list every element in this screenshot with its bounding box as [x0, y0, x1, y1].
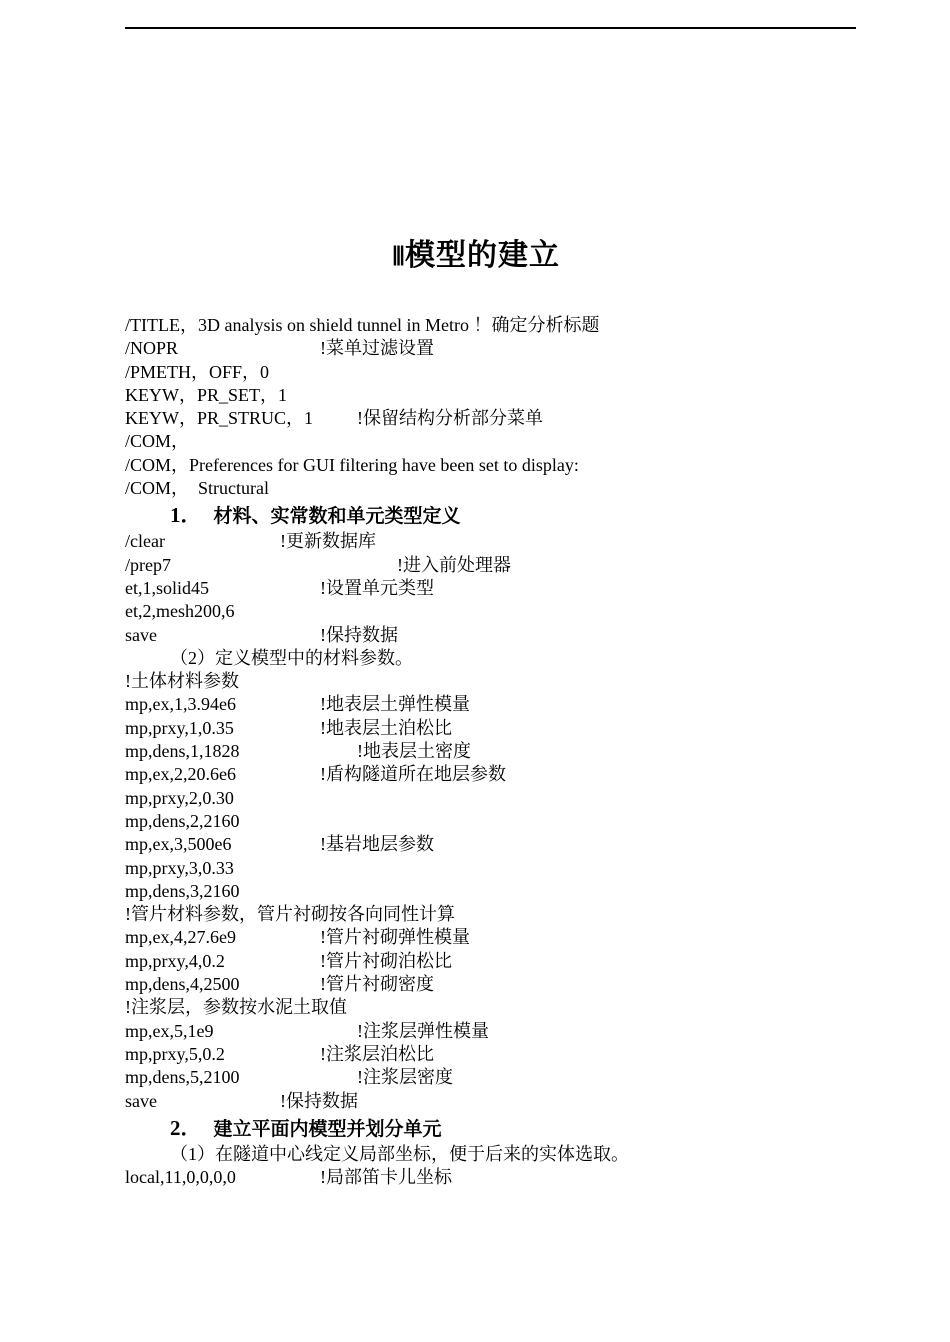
comment-text: !更新数据库: [280, 531, 376, 552]
code-line: [125, 740, 865, 763]
command-text: mp,prxy,4,0.2: [125, 950, 225, 971]
command-text: mp,dens,3,2160: [125, 880, 240, 901]
command-text: !管片材料参数，管片衬砌按各向同性计算: [125, 904, 455, 925]
comment-text: !局部笛卡儿坐标: [320, 1167, 452, 1188]
section-number: 2．: [170, 1115, 202, 1140]
subsection-material-params: （2）定义模型中的材料参数。: [170, 647, 413, 668]
comment-text: !管片衬砌泊松比: [320, 950, 452, 971]
command-text: mp,prxy,2,0.30: [125, 787, 234, 808]
code-line: [125, 554, 865, 577]
code-line: [125, 717, 865, 740]
code-line: [125, 787, 865, 810]
code-line: [125, 624, 865, 647]
comment-text: !注浆层弹性模量: [357, 1020, 489, 1041]
command-text: mp,dens,4,2500: [125, 974, 240, 995]
command-block-preferences: [125, 314, 865, 500]
command-text: mp,prxy,1,0.35: [125, 717, 234, 738]
command-text: mp,ex,5,1e9: [125, 1020, 214, 1041]
title-number: Ⅲ: [392, 242, 403, 271]
code-line: [125, 1090, 865, 1113]
code-line: [125, 670, 865, 693]
code-line: [125, 314, 865, 337]
code-line: [125, 973, 865, 996]
command-text: !土体材料参数: [125, 671, 239, 692]
page-title: [0, 230, 950, 274]
comment-text: !注浆层密度: [357, 1067, 453, 1088]
code-line: [125, 1166, 865, 1189]
header-rule: [125, 27, 856, 29]
command-text: /COM，: [125, 431, 190, 452]
command-text: save: [125, 1090, 157, 1111]
code-line: [125, 833, 865, 856]
command-text: mp,ex,4,27.6e9: [125, 927, 236, 948]
command-text: mp,dens,5,2100: [125, 1067, 240, 1088]
code-line: [125, 857, 865, 880]
code-line: [125, 1043, 865, 1066]
command-block-element-types: [125, 530, 865, 646]
section-heading-2: [125, 1114, 865, 1143]
command-text: mp,prxy,3,0.33: [125, 857, 234, 878]
code-line: [125, 693, 865, 716]
command-text: /PMETH，OFF，0: [125, 361, 270, 382]
command-text: mp,prxy,5,0.2: [125, 1043, 225, 1064]
command-text: /NOPR: [125, 338, 179, 359]
command-text: et,2,mesh200,6: [125, 601, 235, 622]
command-text: /COM， Structural: [125, 478, 269, 499]
code-line: [125, 361, 865, 384]
comment-text: !注浆层泊松比: [320, 1043, 434, 1064]
code-line: [125, 600, 865, 623]
command-text: mp,ex,1,3.94e6: [125, 694, 236, 715]
section-title: 材料、实常数和单元类型定义: [213, 505, 461, 528]
comment-text: !保持数据: [280, 1090, 358, 1111]
comment-text: !盾构隧道所在地层参数: [320, 764, 506, 785]
title-text: 模型的建立: [404, 238, 560, 273]
code-line: [125, 903, 865, 926]
comment-text: !保留结构分析部分菜单: [357, 408, 543, 429]
command-text: mp,ex,3,500e6: [125, 834, 232, 855]
command-text: local,11,0,0,0,0: [125, 1167, 236, 1188]
code-line: [125, 577, 865, 600]
section-heading-1: [125, 501, 865, 530]
code-line: [125, 996, 865, 1019]
command-text: /TITLE，3D analysis on shield tunnel in Metro ！确定分析标题: [125, 315, 600, 335]
code-line: [125, 384, 865, 407]
section-number: 1．: [170, 503, 202, 528]
code-line: [125, 810, 865, 833]
command-text: /prep7: [125, 554, 171, 575]
code-line: [125, 1020, 865, 1043]
command-text: save: [125, 624, 157, 645]
code-line: [125, 430, 865, 453]
command-block-local-coords: [125, 1166, 865, 1189]
code-line: [125, 880, 865, 903]
code-line: [125, 1066, 865, 1089]
subsection-local-coords: （1）在隧道中心线定义局部坐标，便于后来的实体选取。: [170, 1143, 629, 1164]
command-text: !注浆层，参数按水泥土取值: [125, 997, 347, 1018]
command-block-materials: [125, 670, 865, 1113]
command-text: et,1,solid45: [125, 577, 209, 598]
comment-text: !设置单元类型: [320, 577, 434, 598]
command-text: mp,ex,2,20.6e6: [125, 764, 236, 785]
comment-text: !地表层土密度: [357, 741, 471, 762]
comment-text: !地表层土弹性模量: [320, 694, 470, 715]
comment-text: !管片衬砌密度: [320, 974, 434, 995]
command-text: mp,dens,1,1828: [125, 741, 240, 762]
code-line: [125, 926, 865, 949]
comment-text: !保持数据: [320, 624, 398, 645]
comment-text: !基岩地层参数: [320, 834, 434, 855]
command-text: /clear: [125, 531, 165, 552]
comment-text: !地表层土泊松比: [320, 717, 452, 738]
command-text: KEYW，PR_SET，1: [125, 384, 287, 405]
code-line: [125, 454, 865, 477]
command-text: KEYW，PR_STRUC，1: [125, 408, 314, 429]
comment-text: !进入前处理器: [397, 554, 511, 575]
code-line: [125, 530, 865, 553]
command-text: mp,dens,2,2160: [125, 810, 240, 831]
document-body: [125, 314, 865, 1189]
command-text: /COM，Preferences for GUI filtering have been set to display:: [125, 454, 579, 475]
code-line: [125, 337, 865, 360]
code-line: [125, 407, 865, 430]
section-title: 建立平面内模型并划分单元: [213, 1117, 442, 1140]
code-line: [125, 950, 865, 973]
code-line: [125, 763, 865, 786]
comment-text: !菜单过滤设置: [320, 338, 434, 359]
comment-text: !管片衬砌弹性模量: [320, 927, 470, 948]
code-line: [125, 477, 865, 500]
